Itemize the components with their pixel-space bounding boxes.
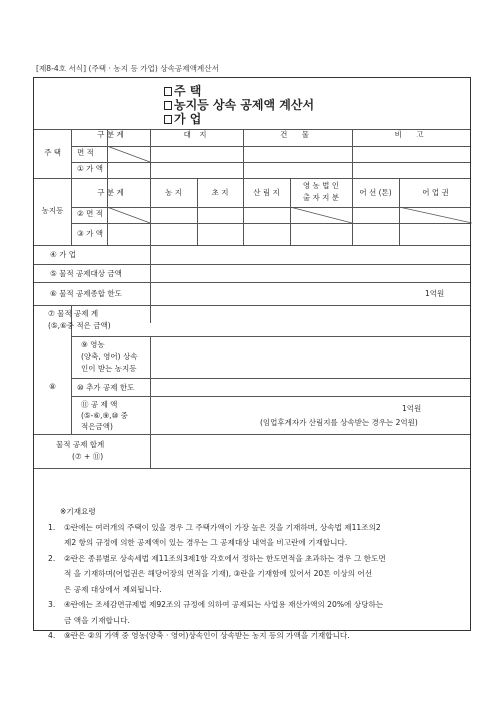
farm-header-fishing: 어 선 (톤) <box>359 188 392 197</box>
form-frame <box>33 77 471 640</box>
instruction-2: 2. ②란은 종류별로 상속세법 제11조의3제1항 각호에서 정하는 한도면적을 초과하는 경우 그 한도면 적 을 기재하며(어업권은 해당어장의 면적을 기재), ③란을 기재함에 있어서 20톤 이상의 어선 은 공제 대상에서 제외됩니다. <box>48 553 386 594</box>
instructions-heading: ※기재요령 <box>60 507 96 516</box>
farm-header-grassland: 초 지 <box>211 188 229 197</box>
farm-header-corp-line2: 출 자 지 분 <box>302 193 340 202</box>
row-material-deduction-sum-line2: (⑤,⑥중 적은 금액) <box>48 321 111 330</box>
farm-header-category: 구 분 계 <box>97 188 124 197</box>
row-material-deduction-sum-line1: ⑦ 물적 공제 계 <box>48 309 99 318</box>
row-additional-group-label: ⑧ <box>49 382 56 391</box>
row-farming-heir-line2: (양축, 영어) 상속 <box>81 352 138 361</box>
instruction-1: 1. ①란에는 여러개의 주택이 있을 경우 그 주택가액이 가장 높은 것을 기재하며, 상속법 제11조의2 제2 항의 규정에 의한 공제액이 있는 경우는 그 공제대상 내역을 비고란에 기재합니다. <box>48 522 381 547</box>
row-additional-deduction-limit: ⑩ 추가 공제 한도 <box>77 383 135 392</box>
farm-header-farmland: 농 지 <box>165 188 182 197</box>
farm-header-corp-line1: 영 농 법 인 <box>302 181 340 190</box>
house-header-category: 구 분 계 <box>97 130 124 139</box>
title-option-farm: 농지등 상속 공제액 계산서 <box>164 98 314 113</box>
row-deduction-amount-line3: 적은금액) <box>81 422 113 431</box>
farm-header-forest: 산 림 지 <box>253 188 280 197</box>
house-section-label: 주 택 <box>44 148 61 157</box>
row-business: ④ 가 업 <box>50 250 76 259</box>
row-farming-heir-line3: 인이 받는 농지등 <box>81 364 137 373</box>
row-deduction-amount-line2: (⑤-⑥,⑨,⑩ 중 <box>81 411 128 420</box>
instruction-3: 3. ④란에는 조세감면규제법 제92조의 규정에 의하여 공제되는 사업용 재산가액의 20%에 상당하는 금 액을 기재합니다. <box>48 600 384 625</box>
row-total-line1: 물적 공제 합계 <box>56 440 105 449</box>
house-header-land: 대 지 <box>183 130 210 139</box>
row-material-deduction-target: ⑤ 물적 공제대상 금액 <box>50 269 122 278</box>
row-deduction-amount-note: (임업후계자가 산림지를 상속받는 경우는 2억원) <box>260 418 418 427</box>
instructions <box>48 504 460 644</box>
farm-header-fishery: 어 업 권 <box>422 188 449 197</box>
farm-section-label: 농지등 <box>41 206 64 215</box>
row-total-line2: (⑦ + ⑪) <box>72 452 104 461</box>
row-material-deduction-limit-value: 1억원 <box>425 289 445 298</box>
farm-row-area: ② 면 적 <box>77 209 103 218</box>
form-caption: [제8-4호 서식] (주택 · 농지 등 가업) 상속공제액계산서 <box>36 64 219 73</box>
row-deduction-amount-line1: ⑪ 공 제 액 <box>81 400 118 409</box>
house-row-area: 면 적 <box>77 148 94 157</box>
house-header-remarks: 비 고 <box>394 130 430 139</box>
row-deduction-amount-value: 1억원 <box>402 404 422 413</box>
title-option-house: 주 택 <box>164 84 201 99</box>
house-header-building: 건 물 <box>280 130 315 139</box>
row-material-deduction-limit: ⑥ 물적 공제종합 한도 <box>50 289 122 298</box>
farm-row-value: ③ 가 액 <box>77 229 103 238</box>
title-option-business: 가 업 <box>164 112 201 127</box>
row-farming-heir-line1: ⑨ 영농 <box>81 340 105 349</box>
instruction-4: 4. ⑨란은 ②의 가액 중 영농(양축 · 영어)상속인이 상속받는 농지 등의 가액을 기재합니다. <box>48 631 350 640</box>
house-row-value: ① 가 액 <box>77 164 103 173</box>
